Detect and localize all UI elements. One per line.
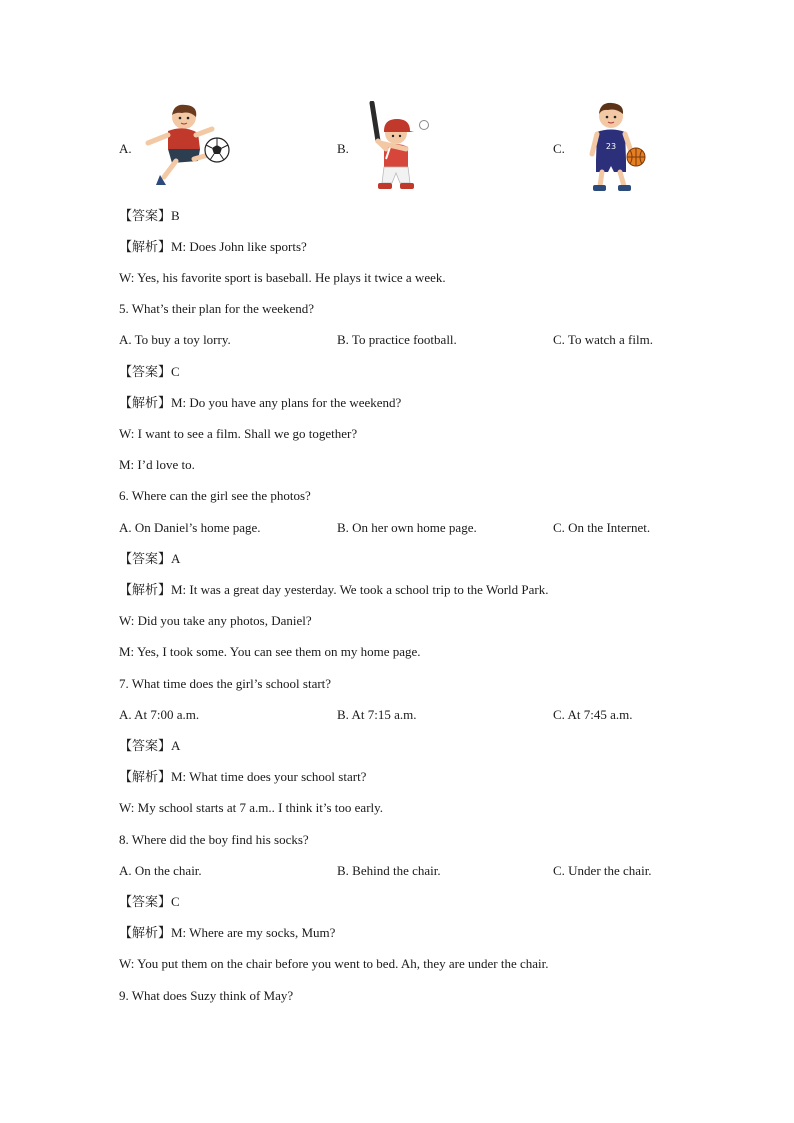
- analysis-q6-line1: 【解析】M: It was a great day yesterday. We took a school trip to the World Park.: [119, 582, 549, 597]
- answer-q8: 【答案】C: [119, 894, 180, 909]
- basketball-player-icon: [584, 100, 650, 196]
- question-9: 9. What does Suzy think of May?: [119, 988, 294, 1003]
- option-q6-b: B. On her own home page.: [337, 520, 477, 535]
- question-5: 5. What’s their plan for the weekend?: [119, 301, 315, 316]
- analysis-q4-line2: W: Yes, his favorite sport is baseball. He plays it twice a week.: [119, 270, 446, 285]
- analysis-q4-line1: 【解析】M: Does John like sports?: [119, 239, 307, 254]
- answer-q7: 【答案】A: [119, 738, 181, 753]
- options-q8: [0, 863, 794, 879]
- picture-option-a-label: A.: [119, 141, 132, 156]
- jersey-number: 23: [605, 142, 617, 151]
- analysis-q7-line2: W: My school starts at 7 a.m.. I think it’s too early.: [119, 800, 384, 815]
- option-q5-a: A. To buy a toy lorry.: [119, 332, 231, 347]
- analysis-q6-line3: M: Yes, I took some. You can see them on my home page.: [119, 644, 421, 659]
- analysis-q7-line1: 【解析】M: What time does your school start?: [119, 769, 367, 784]
- answer-q5: 【答案】C: [119, 364, 180, 379]
- question-6: 6. Where can the girl see the photos?: [119, 488, 311, 503]
- picture-option-b-label: B.: [337, 141, 349, 156]
- options-q6: [0, 520, 794, 536]
- analysis-q5-line1: 【解析】M: Do you have any plans for the weekend?: [119, 395, 402, 410]
- soccer-player-icon: [138, 103, 234, 193]
- picture-options: [0, 100, 794, 196]
- option-q5-c: C. To watch a film.: [553, 332, 653, 347]
- question-7: 7. What time does the girl’s school start?: [119, 676, 332, 691]
- option-q7-b: B. At 7:15 a.m.: [337, 707, 417, 722]
- analysis-q6-line2: W: Did you take any photos, Daniel?: [119, 613, 312, 628]
- options-q5: [0, 332, 794, 348]
- picture-option-c-label: C.: [553, 141, 565, 156]
- question-8: 8. Where did the boy find his socks?: [119, 832, 309, 847]
- option-q7-a: A. At 7:00 a.m.: [119, 707, 200, 722]
- answer-q4: 【答案】B: [119, 208, 180, 223]
- option-q6-a: A. On Daniel’s home page.: [119, 520, 261, 535]
- option-q8-a: A. On the chair.: [119, 863, 202, 878]
- option-q7-c: C. At 7:45 a.m.: [553, 707, 633, 722]
- analysis-q5-line3: M: I’d love to.: [119, 457, 195, 472]
- baseball-player-icon: [366, 101, 436, 195]
- options-q7: [0, 707, 794, 723]
- answer-q6: 【答案】A: [119, 551, 181, 566]
- option-q6-c: C. On the Internet.: [553, 520, 651, 535]
- analysis-q8-line1: 【解析】M: Where are my socks, Mum?: [119, 925, 336, 940]
- analysis-q5-line2: W: I want to see a film. Shall we go together?: [119, 426, 358, 441]
- analysis-q8-line2: W: You put them on the chair before you went to bed. Ah, they are under the chair.: [119, 956, 549, 971]
- option-q8-c: C. Under the chair.: [553, 863, 652, 878]
- option-q5-b: B. To practice football.: [337, 332, 457, 347]
- option-q8-b: B. Behind the chair.: [337, 863, 441, 878]
